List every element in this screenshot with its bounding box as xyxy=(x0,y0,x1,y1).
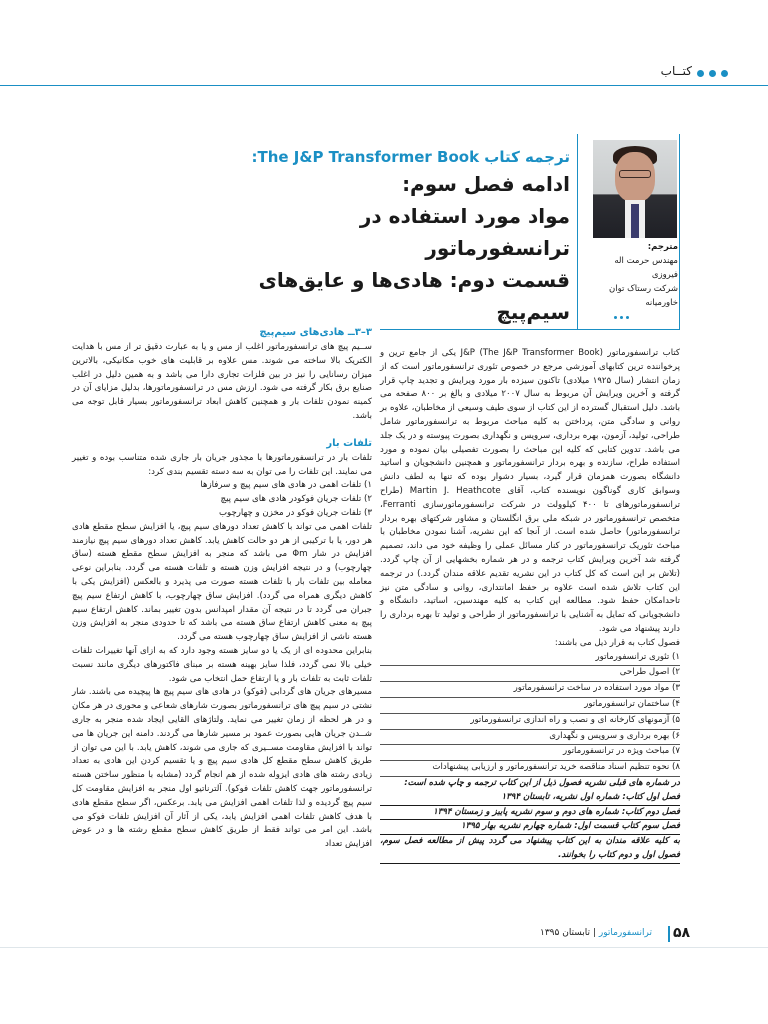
translator-info xyxy=(576,240,678,310)
article-title-block xyxy=(220,146,570,328)
footer-separator-bar xyxy=(668,926,670,942)
title-line-1: ادامه فصل سوم: xyxy=(402,172,570,196)
translator-frame-bottom xyxy=(380,329,680,330)
section-heading-conductors: ۳–۳ــ هادی‌های سیم‌پیچ xyxy=(259,327,372,338)
book-line: ترجمه کتاب The J&P Transformer Book: xyxy=(251,148,570,166)
body-paragraph: تلفات بار در ترانسفورماتورها با مجذور جریان بار جاری شده متناسب بوده و تغییر می نمایند. این تلفات را می توان به سه دسته تقسیم بندی کرد: xyxy=(72,452,372,477)
chapters-intro: فصول کتاب به قرار ذیل می باشند: xyxy=(554,637,680,648)
loss-item: ۲) تلفات جریان فوکودر هادی های سیم پیچ xyxy=(220,494,372,505)
translator-name-1: مهندس حرمت اله xyxy=(614,256,678,266)
footer-text xyxy=(540,928,652,938)
previous-issue-line: فصل دوم کتاب: شماره های دوم و سوم نشریه پاییز و زمستان ۱۳۹۴ xyxy=(380,806,680,821)
intro-column xyxy=(380,347,680,864)
chapter-item: ۱) تئوری ترانسفورماتور xyxy=(380,651,680,667)
body-paragraph: بنابراین محدوده ای از یک یا دو سایز هسته وجود دارد که به ازای آنها تغییرات تلفات خیلی بالا نمی گردد، فلذا سایز بهینه هسته بر مبنای فاکتورهای دیگری مانند نسبت تلفات ثابت به تلفات بار و یا ارتفاع حمل انتخاب می شود. xyxy=(72,645,372,684)
translator-company-2: خاورمیانه xyxy=(645,298,678,308)
page-number: ۵۸ xyxy=(673,925,691,941)
section-dots-icon xyxy=(697,70,728,77)
issue-date: تابستان ۱۳۹۵ xyxy=(540,928,591,938)
chapter-item: ۵) آزمونهای کارخانه ای و نصب و راه اندازی ترانسفورماتور xyxy=(380,714,680,730)
section-heading-load-losses: تلفات بار xyxy=(326,437,372,449)
title-line-3: قسمت دوم: هادی‌ها و عایق‌های سیم‌پیچ xyxy=(258,268,570,324)
loss-item: ۳) تلفات جریان فوکو در مخزن و چهارچوب xyxy=(218,507,372,518)
footer-divider: | xyxy=(592,928,596,938)
translator-label: مترجم: xyxy=(647,242,678,252)
body-paragraph: ســیم پیچ های ترانسفورماتور اغلب از مس و یا به عبارت دقیق تر از مس با هدایت الکتریک بالا ساخته می شوند. مس علاوه بر قابلیت های خوب مکانیکی، بالاترین میزان رسانایی را نیز در بین فلزات تجاری دارا می باشد و به همین دلیل در اغلب صنایع برق بکار گرفته می شود. ارزش مس در ترانسفورماتورها، بدلیل مزایای آن در کمینه نمودن تلفات بار و همچنین کاهش ابعاد ترانسفورماتور بسیار قابل توجه می باشد. xyxy=(72,342,372,421)
header-rule xyxy=(0,85,768,86)
previous-issue-line: فصل اول کتاب: شماره اول نشریه، تابستان ۱۳۹۴ xyxy=(380,791,680,806)
body-column xyxy=(72,323,372,852)
chapter-item: ۳) مواد مورد استفاده در ساخت ترانسفورماتور xyxy=(380,682,680,698)
chapter-item: ۸) نحوه تنظیم اسناد مناقصه خرید ترانسفورماتور و ارزیابی پیشنهادات xyxy=(380,761,680,777)
loss-item: ۱) تلفات اهمی در هادی های سیم پیچ و سرفازها xyxy=(200,480,372,491)
chapter-item: ۲) اصول طراحی xyxy=(380,666,680,682)
translator-company-1: شرکت رستاک توان xyxy=(609,284,678,294)
chapter-item: ۴) ساختمان ترانسفورماتور xyxy=(380,698,680,714)
section-title: کتــاب xyxy=(660,64,692,78)
translator-dots-icon xyxy=(614,316,629,319)
footer-rule xyxy=(0,947,768,948)
intro-paragraph: کتاب ترانسفورماتور J&P (The J&P Transformer Book) یکی از جامع ترین و پرخواننده ترین کتابهای آموزشی مرجع در خصوص تئوری ترانسفورماتور است که از زمان انتشار (سال ۱۹۲۵ میلادی) تاکنون سیزده بار مورد ویرایش و تجدید چاپ قرار گرفته و آخرین ویرایش آن مربوط به سال ۲۰۰۷ میلادی و بالغ بر ۸۰۰ صفحه می باشد. دلیل استقبال گسترده از این کتاب از سوی طیف وسیعی از مخاطبان، علاوه بر روانی و سادگی متن، پرداختن به کلیه مباحث مربوط به ترانسفورماتور شامل طراحی، تولید، آزمون، بهره برداری، سرویس و نگهداری بصورت پیوسته و در یک جلد می باشد. تدوین کتابی که کلیه این مباحث را بصورت تفصیلی بیان نموده و مورد استفاده طراح، سازنده و بهره بردار ترانسفورماتور و همچنین دانشجویان و اساتید دانشگاه بصورت همزمان قرار گیرد، بسیار دشوار بوده که تنها به لطف دانش وسوابق کاری گوناگون نویسنده کتاب، آقای Martin J. Heathcote (طراح ترانسفورماتورهای تا ۴۰۰ کیلوولت در شرکت ترانسفورماتورسازی Ferranti، متخصص ترانسفورماتور در شبکه ملی برق انگلستان و مشاور شرکتهای بهره بردار ترانسفورماتور) حاصل شده است. از آنجا که این نشریه، آشنا نمودن مخاطبان با مباحث تئوریک ترانسفورماتور در کنار مسائل عملی را وظیفه خود می داند، تصمیم گرفته شد آخرین ویرایش کتاب ترجمه و در هر شماره بخشهایی از آن چاپ گردد. (تلاش بر این است که کل کتاب در این نشریه تقدیم علاقه مندان گردد.) در ترجمه این کتاب تلاش شده است علاوه بر حفظ امانتداری، روانی و سادگی متن نیز تاحدامکان حفظ شود. مطالعه این کتاب به کلیه مهندسین، اساتید، دانشگاه و دانشجویانی که تمایل به آشنایی با ترانسفورماتور از طراحی و تولید تا بهره برداری را دارند پیشنهاد می شود. xyxy=(380,348,681,634)
previous-issue-line: فصل سوم کتاب قسمت اول: شماره چهارم نشریه بهار ۱۳۹۵ xyxy=(380,820,680,835)
reading-recommendation: به کلیه علاقه مندان به این کتاب پیشنهاد می گردد پیش از مطالعه فصل سوم، فصول اول و دوم کتاب را بخوانند. xyxy=(380,835,680,864)
chapter-item: ۶) بهره برداری و سرویس و نگهداری xyxy=(380,730,680,746)
chapter-item: ۷) مباحث ویژه در ترانسفورماتور xyxy=(380,745,680,761)
translator-photo xyxy=(593,140,677,238)
previous-issues-head: در شماره های قبلی نشریه فصول ذیل از این کتاب ترجمه و چاپ شده است: xyxy=(404,777,680,788)
body-paragraph: تلفات اهمی می تواند با کاهش تعداد دورهای سیم پیچ، یا افزایش سطح مقطع هادی هر دور، یا با ترکیبی از هر دو حالت کاهش یابد. کاهش تعداد دورهای سیم پیچ نیازمند افزایش در شار Φm می باشد که منجر به افزایش سطح مقطع هسته (ساق چهارچوب) و در نتیجه افزایش وزن هسته و تلفات هسته می گردد. بنابراین نوعی معامله بین تلفات بار با تلفات هسته صورت می پذیرد و بالعکس (افزایش یکی با کاهش دیگری همراه می گردد). افزایش ساق چهارچوب، با کاهش ارتفاع سیم پیچ جبران می گردد تا در نتیجه آن مقدار امپدانس بدون تغییر بماند. کاهش ارتفاع سیم پیچ به معنی کاهش ارتفاع ساق هسته می باشد که تا حدودی منجر به افزایش وزن هسته ناشی از افزایش ساق چهارچوب هسته می گردد. xyxy=(72,521,372,643)
translator-name-2: فیروزی xyxy=(651,270,678,280)
body-paragraph: مسیرهای جریان های گردابی (فوکو) در هادی های سیم پیچ ها پیچیده می باشند. شار نشتی در سیم پیچ های ترانسفورماتور بصورت شارهای شعاعی و محوری در هر مکان و در هر لحظه از زمان تغییر می نماید. ولتاژهای القایی ایجاد شده منجر به جاری شــدن جریان هایی بصورت عمود بر مسیر شارها می گردند. دامنه این جریان ها می تواند با افزایش مقاومت مســیری که جاری می شوند، کاهش یابد. با این می توان از طریق کاهش سطح مقطع کل هادی سیم پیچ و یا تقسیم کردن این هادی به تعداد زیادی رشته های هادی ایزوله شده از هم انجام گردد (مشابه با منظور ساختن هسته ترانسفورماتور جهت کاهش تلفات فوکو). آلترناتیو اول منجر به افزایش مقاومت کل سیم پیچ گردیده و لذا تلفات اهمی افزایش می یابد. برعکس، اگر سطح مقطع هادی با هدف کاهش تلفات اهمی افزایش یابد، یکی از آثار آن افزایش تلفات فوکو می باشد. این امر می تواند فقط از طریق کاهش سطح مقطع رشته ها و در عوض افزایش تعداد xyxy=(72,687,372,850)
translator-frame-right xyxy=(679,134,680,330)
title-line-2: مواد مورد استفاده در ترانسفورماتور xyxy=(359,204,570,260)
magazine-name: ترانسفورماتور xyxy=(598,928,652,938)
